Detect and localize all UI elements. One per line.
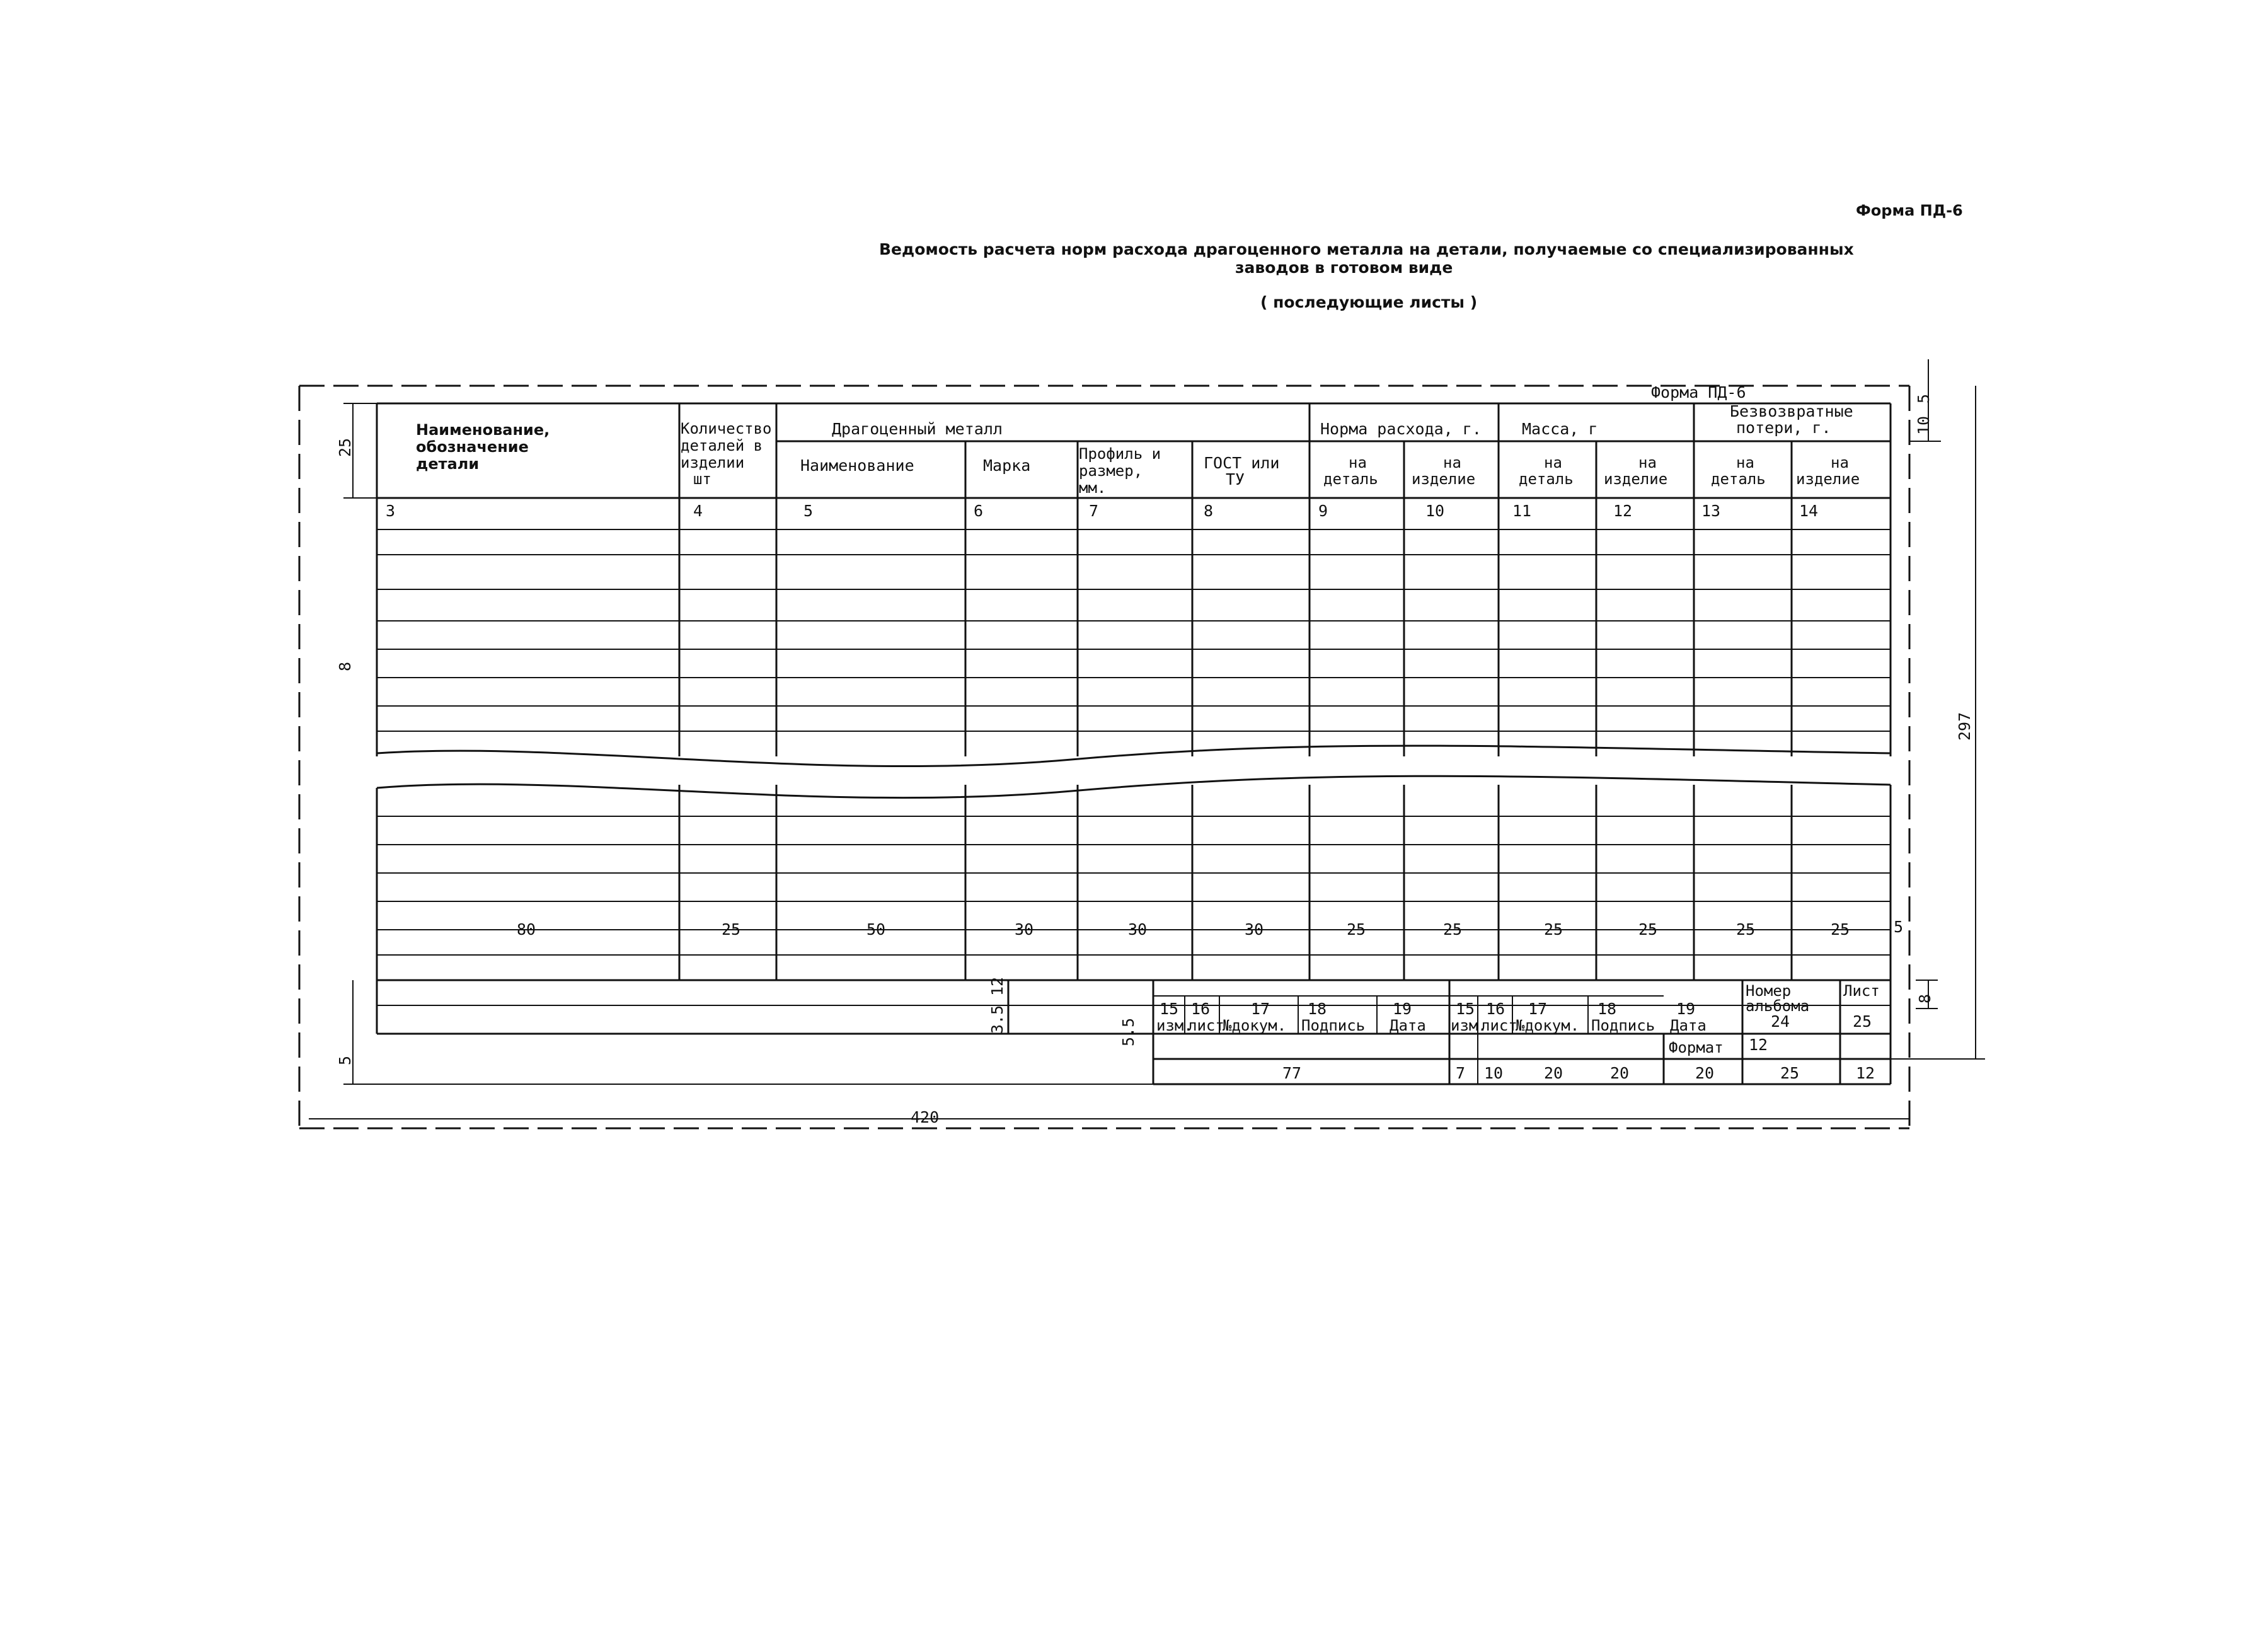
header-name-line1: Наименование, bbox=[416, 421, 550, 439]
tb-format-label: Формат bbox=[1669, 1039, 1724, 1056]
header-metal-group: Драгоценный металл bbox=[832, 420, 1003, 438]
dim-top-5: 5 bbox=[1914, 393, 1933, 403]
header-mass-product-1: на bbox=[1638, 454, 1657, 471]
header-qty-line4: шт bbox=[693, 470, 711, 488]
header-loss-line2: потери, г. bbox=[1736, 419, 1831, 437]
tb-label-left: Подпись bbox=[1301, 1017, 1366, 1034]
tb-bottom-dim: 20 bbox=[1610, 1064, 1630, 1082]
column-width-dim: 80 bbox=[517, 920, 536, 939]
tb-label-right: изм. bbox=[1451, 1017, 1487, 1034]
tb-num-left: 16 bbox=[1191, 1000, 1211, 1018]
column-width-dim: 25 bbox=[1736, 920, 1756, 939]
header-qty-line2: деталей в bbox=[681, 437, 763, 454]
header-norm-part-2: деталь bbox=[1323, 470, 1378, 488]
header-norm-group: Норма расхода, г. bbox=[1320, 420, 1482, 438]
header-mass-product-2: изделие bbox=[1604, 470, 1668, 488]
tb-num-left: 19 bbox=[1393, 1000, 1412, 1018]
header-loss-part-1: на bbox=[1736, 454, 1754, 471]
tb-bottom-dim: 20 bbox=[1544, 1064, 1563, 1082]
tb-num-right: 16 bbox=[1486, 1000, 1505, 1018]
tb-num-left: 18 bbox=[1308, 1000, 1327, 1018]
column-number: 13 bbox=[1701, 502, 1721, 520]
header-qty-line1: Количество bbox=[681, 420, 772, 437]
tb-num-right: 15 bbox=[1456, 1000, 1475, 1018]
header-name-line3: детали bbox=[416, 455, 480, 473]
header-gost-line1: ГОСТ или bbox=[1204, 454, 1280, 472]
column-width-dim: 25 bbox=[1638, 920, 1658, 939]
header-metal-mark: Марка bbox=[983, 456, 1031, 475]
dim-bottom-5: 5 bbox=[336, 1055, 354, 1065]
tb-num-right: 17 bbox=[1528, 1000, 1548, 1018]
tb-label-right: Подпись bbox=[1591, 1017, 1655, 1034]
tb-num-right: 18 bbox=[1597, 1000, 1617, 1018]
tb-label-left: №докум. bbox=[1223, 1017, 1287, 1034]
header-norm-product-2: изделие bbox=[1412, 470, 1476, 488]
column-width-dim: 25 bbox=[1544, 920, 1563, 939]
column-number: 12 bbox=[1613, 502, 1633, 520]
document-title-line1: Ведомость расчета норм расхода драгоценного металла на детали, получаемые со специализированных bbox=[879, 240, 1854, 258]
tb-bottom-dim: 77 bbox=[1282, 1064, 1302, 1082]
column-width-dim: 25 bbox=[1831, 920, 1850, 939]
tb-num-right: 19 bbox=[1676, 1000, 1696, 1018]
tb-label-left: изм. bbox=[1156, 1017, 1193, 1034]
column-number: 6 bbox=[974, 502, 984, 520]
column-width-dim: 30 bbox=[1015, 920, 1034, 939]
column-width-dim: 50 bbox=[866, 920, 886, 939]
tb-left-dim-12: 12 bbox=[988, 976, 1006, 996]
header-loss-product-1: на bbox=[1831, 454, 1849, 471]
column-number: 11 bbox=[1512, 502, 1532, 520]
tb-label-right: лист bbox=[1481, 1017, 1517, 1034]
column-width-dim: 25 bbox=[1347, 920, 1366, 939]
dim-width-420: 420 bbox=[911, 1108, 940, 1126]
tb-bottom-dim: 7 bbox=[1456, 1064, 1466, 1082]
tb-label-left: Дата bbox=[1390, 1017, 1426, 1034]
dim-top-10: 10 bbox=[1914, 415, 1933, 435]
tb-num-left: 17 bbox=[1251, 1000, 1270, 1018]
dim-top-25: 25 bbox=[336, 437, 354, 457]
tb-small-dim: 5.5 bbox=[1119, 1017, 1137, 1046]
tb-bottom-dim: 20 bbox=[1695, 1064, 1715, 1082]
table-form-label: Форма ПД-6 bbox=[1651, 383, 1746, 402]
column-width-dim: 25 bbox=[1443, 920, 1463, 939]
column-number: 8 bbox=[1204, 502, 1214, 520]
right-margin-dim: 5 bbox=[1894, 918, 1904, 936]
tb-sheet-label: Лист bbox=[1843, 982, 1880, 1000]
tb-label-right: №докум. bbox=[1516, 1017, 1580, 1034]
tb-album-label-2: альбома bbox=[1746, 997, 1810, 1015]
column-number: 4 bbox=[693, 502, 703, 520]
header-name-line2: обозначение bbox=[416, 438, 529, 456]
header-profile-line3: мм. bbox=[1079, 479, 1107, 497]
header-profile-line2: размер, bbox=[1079, 462, 1143, 480]
column-width-dim: 25 bbox=[722, 920, 741, 939]
tb-album-label-1: Номер bbox=[1746, 982, 1792, 1000]
column-number: 3 bbox=[386, 502, 396, 520]
document-title-line2: заводов в готовом виде bbox=[1235, 258, 1453, 277]
column-number: 14 bbox=[1799, 502, 1819, 520]
header-loss-part-2: деталь bbox=[1711, 470, 1766, 488]
header-mass-group: Масса, г bbox=[1522, 420, 1598, 438]
column-number: 9 bbox=[1318, 502, 1328, 520]
column-number: 5 bbox=[803, 502, 814, 520]
document-subtitle: ( последующие листы ) bbox=[1260, 293, 1478, 311]
column-number: 10 bbox=[1425, 502, 1445, 520]
header-metal-name: Наименование bbox=[800, 456, 914, 475]
form-label-top: Форма ПД-6 bbox=[1856, 202, 1963, 219]
tb-label-right: Дата bbox=[1670, 1017, 1707, 1034]
column-width-dim: 30 bbox=[1128, 920, 1148, 939]
header-profile-line1: Профиль и bbox=[1079, 445, 1161, 463]
tb-height-8: 8 bbox=[1916, 993, 1934, 1003]
header-loss-line1: Безвозвратные bbox=[1730, 402, 1853, 420]
header-mass-part-1: на bbox=[1544, 454, 1562, 471]
tb-sheet-number: 25 bbox=[1853, 1012, 1872, 1031]
dim-height-297: 297 bbox=[1955, 712, 1974, 741]
column-width-dim: 30 bbox=[1245, 920, 1264, 939]
tb-bottom-dim: 25 bbox=[1780, 1064, 1800, 1082]
header-loss-product-2: изделие bbox=[1796, 470, 1860, 488]
column-number: 7 bbox=[1089, 502, 1099, 520]
header-mass-part-2: деталь bbox=[1519, 470, 1574, 488]
tb-bottom-dim: 12 bbox=[1856, 1064, 1875, 1082]
header-gost-line2: ТУ bbox=[1226, 470, 1245, 489]
tb-num-left: 15 bbox=[1160, 1000, 1179, 1018]
tb-bottom-dim: 10 bbox=[1484, 1064, 1504, 1082]
tb-label-left: лист bbox=[1188, 1017, 1224, 1034]
tb-left-dim: 3.5 bbox=[988, 1005, 1006, 1034]
dim-rows-8: 8 bbox=[336, 661, 354, 671]
tb-album-number: 24 bbox=[1771, 1012, 1790, 1031]
header-norm-product-1: на bbox=[1443, 454, 1461, 471]
header-norm-part-1: на bbox=[1349, 454, 1367, 471]
tb-format-number: 12 bbox=[1749, 1036, 1768, 1054]
header-qty-line3: изделии bbox=[681, 454, 745, 471]
